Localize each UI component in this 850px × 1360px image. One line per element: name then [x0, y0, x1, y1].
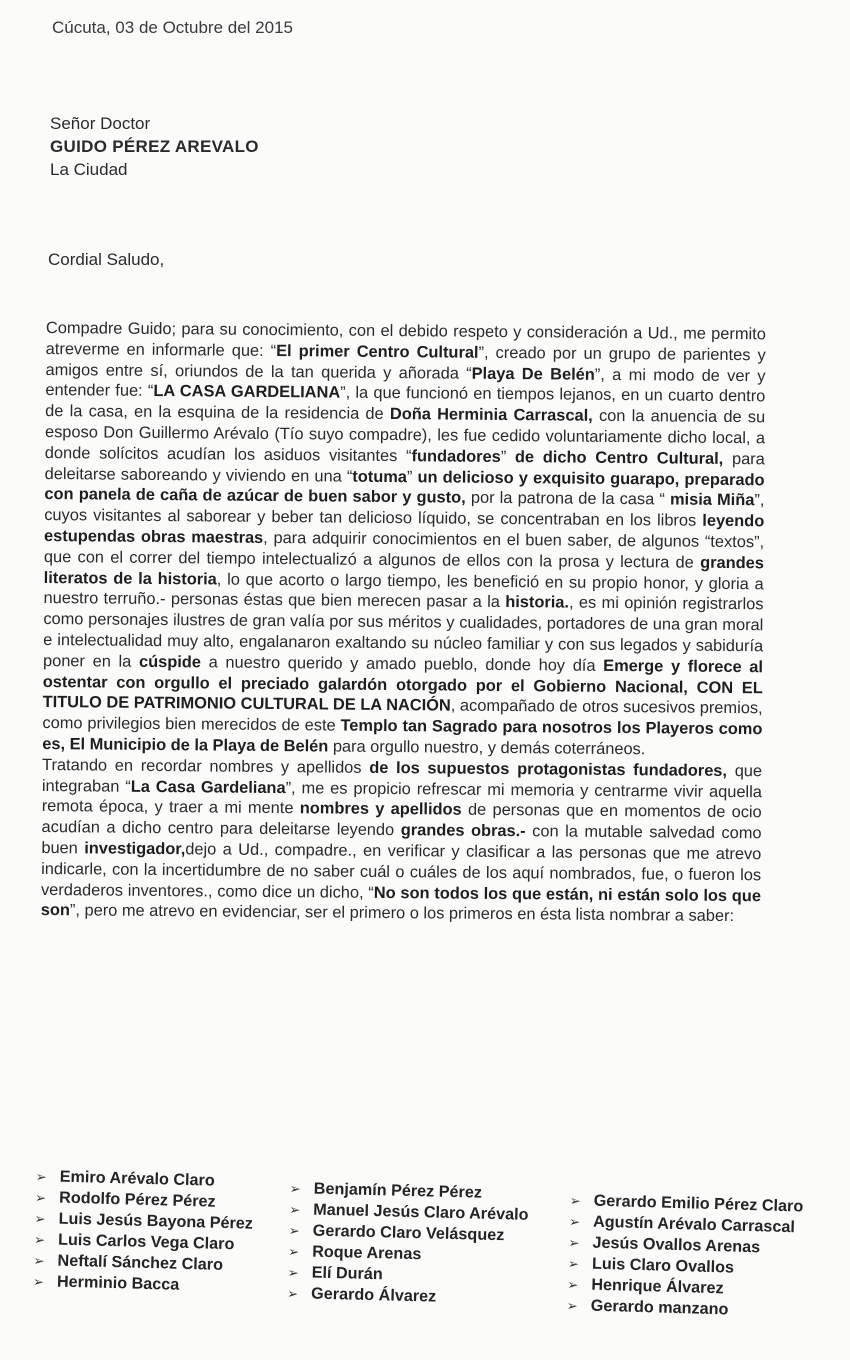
body-text: con la mutable salvedad como buen [41, 822, 762, 858]
body-bold-text: El primer Centro Cultural [276, 341, 479, 362]
body-text: por la patrona de la casa “ [465, 489, 671, 509]
founder-name: Elí Durán [311, 1263, 383, 1284]
body-bold-text: fundadores [411, 446, 501, 466]
letter-date: Cúcuta, 03 de Octubre del 2015 [52, 18, 293, 37]
body-text: para orgullo nuestro, y demás coterráneos. [328, 737, 646, 759]
arrowhead-bullet-icon: ➢ [569, 1192, 581, 1209]
body-bold-text: grandes obras.- [400, 821, 526, 841]
recipient-block [50, 112, 259, 181]
body-bold-text: LA CASA GARDELIANA [153, 382, 341, 402]
arrowhead-bullet-icon: ➢ [568, 1213, 581, 1230]
body-text: dejo a Ud., compadre., en verificar y clasificar a las personas que me atrevo indicarle, con la incertidumbre de no saber cuál o cuáles de los aquí nombrados, fue, o fueron los verdaderos inventores., como dice un dicho, “ [40, 840, 762, 902]
arrowhead-bullet-icon: ➢ [286, 1285, 299, 1302]
arrowhead-bullet-icon: ➢ [32, 1273, 45, 1290]
recipient-salutation: Señor Doctor [50, 114, 151, 133]
body-text: ” [500, 447, 516, 466]
founder-name: Rodolfo Pérez Pérez [58, 1188, 216, 1211]
body-bold-text: cúspide [138, 652, 202, 672]
body-text: ”, cuyos visitantes al saborear y beber tan delicioso líquido, se concentraban en los libros [44, 491, 765, 530]
body-bold-text: investigador, [84, 839, 186, 859]
founder-name: Henrique Álvarez [591, 1275, 724, 1298]
founder-name: Benjamín Pérez Pérez [313, 1179, 483, 1202]
founder-name: Luis Carlos Vega Claro [57, 1230, 235, 1254]
arrowhead-bullet-icon: ➢ [35, 1168, 47, 1185]
body-text: ”, la que funcionó en tiempos lejanos, en un cuarto dentro de la casa, en la esquina de la residencia de [45, 383, 766, 424]
greeting: Cordial Saludo, [48, 250, 165, 269]
body-paragraph [42, 318, 766, 761]
body-bold-text: historia. [505, 593, 570, 612]
body-bold-text: Doña Herminia Carrascal, [389, 405, 593, 425]
body-text: que integraban “ [41, 761, 763, 796]
arrowhead-bullet-icon: ➢ [33, 1252, 45, 1269]
body-bold-text: leyendo estupendas obras maestras [44, 511, 765, 547]
body-bold-text: misia Miña [669, 490, 755, 510]
body-bold-text: nombres y apellidos [299, 799, 462, 819]
body-text: , acompañado de otros sucesivos premios, como privilegios bien merecidos de este [42, 696, 763, 735]
arrowhead-bullet-icon: ➢ [567, 1255, 580, 1272]
arrowhead-bullet-icon: ➢ [34, 1189, 47, 1206]
founder-name: Manuel Jesús Claro Arévalo [313, 1200, 529, 1224]
body-text: ”, creado por un grupo de parientes y amigos entre sí, oriundos de la tan querida y añorada “ [45, 343, 766, 383]
founders-column-1 [33, 1166, 255, 1298]
body-bold-text: Playa De Belén [471, 364, 595, 384]
recipient-city: La Ciudad [50, 160, 128, 179]
body-bold-text: un delicioso y exquisito guarapo, preparado con panela de caña de azúcar de buen sabor y gusto, [44, 467, 765, 508]
body-text: , lo que acorto o largo tiempo, les benefició en su propio honor, y gloria a nuestro terruño.- personas éstas que bien merecen pasar a la [43, 570, 764, 612]
founder-name: Jesús Ovallos Arenas [592, 1233, 761, 1257]
body-bold-text: Templo tan Sagrado para nosotros los Playeros como es, El Municipio de la Playa de Belén [42, 716, 763, 756]
founder-name: Luis Jesús Bayona Pérez [58, 1209, 254, 1233]
arrowhead-bullet-icon: ➢ [34, 1210, 46, 1227]
founder-name: Gerardo manzano [590, 1296, 729, 1319]
founder-name: Luis Claro Ovallos [591, 1254, 735, 1277]
body-paragraph [41, 755, 762, 928]
founder-name: Herminio Bacca [56, 1272, 180, 1294]
founder-name: Roque Arenas [311, 1242, 422, 1264]
founder-list-item [287, 1283, 527, 1310]
founder-name: Gerardo Emilio Pérez Claro [593, 1191, 804, 1216]
body-bold-text: de dicho Centro Cultural, [514, 447, 724, 468]
founder-name: Neftalí Sánchez Claro [57, 1251, 224, 1274]
arrowhead-bullet-icon: ➢ [288, 1243, 300, 1260]
founders-column-2 [287, 1178, 529, 1310]
arrowhead-bullet-icon: ➢ [566, 1297, 578, 1314]
body-text: ”, pero me atrevo en evidenciar, ser el primero o los primeros en ésta lista nombrar a saber: [69, 901, 735, 926]
letter-body [41, 318, 766, 927]
founder-name: Emiro Arévalo Claro [59, 1167, 215, 1190]
body-bold-text: totuma [352, 467, 408, 486]
body-text: ” [406, 467, 418, 486]
arrowhead-bullet-icon: ➢ [568, 1234, 580, 1251]
body-text: a nuestro querido y amado pueblo, donde hoy día [200, 653, 604, 675]
arrowhead-bullet-icon: ➢ [289, 1201, 301, 1218]
founders-column-3 [566, 1190, 803, 1322]
body-text: con la anuencia de su esposo Don Guillermo Arévalo (Tío suyo compadre), les fue cedido voluntariamente dicho local, a donde solícitos acudían los asiduos visitantes “ [44, 406, 766, 465]
arrowhead-bullet-icon: ➢ [33, 1231, 46, 1248]
body-bold-text: de los supuestos protagonistas fundadores, [369, 758, 728, 780]
body-bold-text: La Casa Gardeliana [130, 777, 286, 797]
arrowhead-bullet-icon: ➢ [288, 1222, 300, 1239]
body-text: ”, me es propicio refrescar mi memoria y centrarme vivir aquella remota época, y traer a mi mente [41, 778, 762, 818]
founder-name: Agustín Arévalo Carrascal [592, 1212, 796, 1237]
body-text: ”, a mi modo de ver y entender fue: “ [45, 365, 766, 401]
founder-name: Gerardo Claro Velásquez [312, 1221, 505, 1245]
body-text: Tratando en recordar nombres y apellidos [42, 755, 370, 777]
body-bold-text: grandes literatos de la historia [43, 553, 764, 589]
body-bold-text: No son todos los que están, ni están solo los que son [40, 883, 762, 920]
arrowhead-bullet-icon: ➢ [567, 1276, 579, 1293]
body-text: Compadre Guido; para su conocimiento, con el debido respeto y consideración a Ud., me permito atreverme en informarle que: “ [45, 318, 766, 360]
body-text: de personas que en momentos de ocio acudían a dicho centro para deleitarse leyendo [41, 800, 762, 840]
founders-list [32, 1162, 836, 1332]
body-bold-text: Emerge y florece al ostentar con orgullo el preciado galardón otorgado por el Gobierno Nacional, CON EL TITULO DE PATRIMONIO CULTURAL DE LA NACIÓN [42, 656, 764, 715]
body-text: para deleitarse saboreando y viviendo en una “ [44, 449, 765, 486]
arrowhead-bullet-icon: ➢ [289, 1180, 301, 1197]
body-text: , es mi opinión registrarlos como personajes ilustres de gran valía por sus méritos y cualidades, portadores de una gran moral e intelectualidad muy alto, engalanaron exaltando su núcleo familiar y con sus legados y sabiduría poner en la [42, 593, 764, 671]
body-text: , para adquirir conocimientos en el buen saber, de algunos “textos”, que con el correr del tiempo intelectualizó a algunos de ellos con la prosa y lectura de [43, 528, 765, 572]
founder-name: Gerardo Álvarez [310, 1284, 437, 1306]
arrowhead-bullet-icon: ➢ [287, 1264, 299, 1281]
recipient-name: GUIDO PÉREZ AREVALO [50, 137, 259, 156]
